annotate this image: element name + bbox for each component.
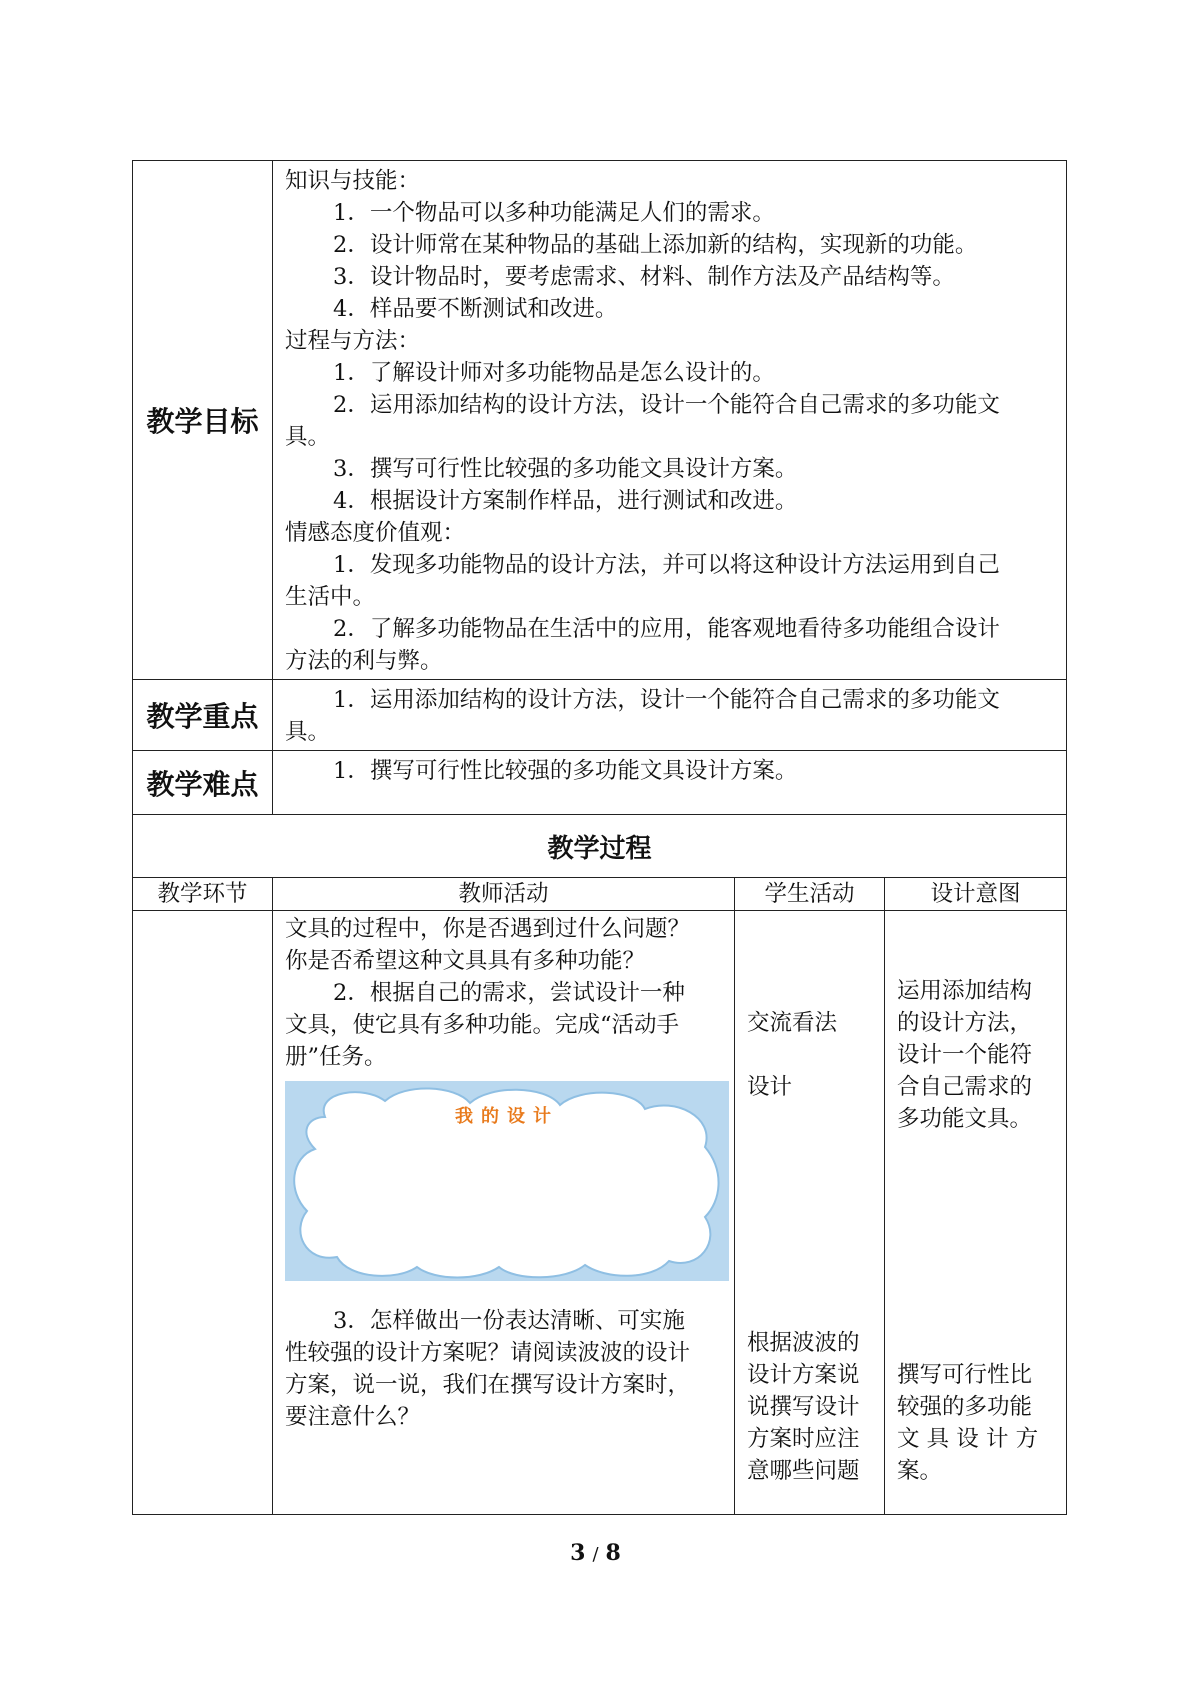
key-point-line: 1．运用添加结构的设计方法，设计一个能符合自己需求的多功能文 — [333, 687, 1000, 713]
process-body-row — [133, 911, 1067, 1515]
intent-line: 较强的多功能 — [897, 1394, 1033, 1420]
objective-line: 1．发现多功能物品的设计方法，并可以将这种设计方法运用到自己 — [333, 552, 1000, 578]
intent-line: 的设计方法， — [897, 1010, 1033, 1036]
student-line: 方案时应注 — [747, 1426, 860, 1452]
objective-line: 2．设计师常在某种物品的基础上添加新的结构，实现新的功能。 — [333, 232, 978, 258]
key-point-line: 具。 — [285, 719, 331, 745]
page-separator: / — [592, 1544, 599, 1565]
objective-line: 情感态度价值观： — [285, 520, 466, 546]
student-line: 设计方案说 — [747, 1362, 860, 1388]
objectives-row — [133, 161, 1067, 680]
header-stage: 教学环节 — [133, 878, 273, 911]
objective-line: 过程与方法： — [285, 328, 421, 354]
key-points-label: 教学重点 — [133, 680, 273, 751]
teacher-activity-cell — [273, 911, 735, 1515]
objective-line: 生活中。 — [285, 584, 376, 610]
header-teacher: 教师活动 — [273, 878, 735, 911]
difficulties-row — [133, 751, 1067, 815]
stage-cell — [133, 911, 273, 1515]
objective-line: 4．根据设计方案制作样品，进行测试和改进。 — [333, 488, 798, 514]
process-title-row — [133, 815, 1067, 878]
student-line: 说撰写设计 — [747, 1394, 860, 1420]
header-student: 学生活动 — [735, 878, 885, 911]
student-line: 意哪些问题 — [747, 1458, 860, 1484]
lesson-plan-table — [132, 160, 1067, 1515]
difficulties-content — [273, 751, 1067, 815]
student-line: 设计 — [747, 1074, 793, 1100]
objective-line: 3．设计物品时，要考虑需求、材料、制作方法及产品结构等。 — [333, 264, 955, 290]
objectives-label: 教学目标 — [133, 161, 273, 680]
objective-line: 具。 — [285, 424, 331, 450]
student-activity-cell — [735, 911, 885, 1515]
teacher-line: 你是否希望这种文具具有多种功能？ — [285, 948, 646, 974]
key-points-row — [133, 680, 1067, 751]
teacher-line: 性较强的设计方案呢？请阅读波波的设计 — [285, 1340, 691, 1366]
header-intent: 设计意图 — [885, 878, 1067, 911]
difficulty-line: 1．撰写可行性比较强的多功能文具设计方案。 — [333, 758, 798, 784]
student-line: 根据波波的 — [747, 1330, 860, 1356]
my-design-cloud-image — [285, 1081, 729, 1281]
objective-line: 方法的利与弊。 — [285, 648, 443, 674]
process-title: 教学过程 — [133, 815, 1067, 878]
teacher-line: 文具，使它具有多种功能。完成“活动手 — [285, 1012, 680, 1038]
difficulties-label: 教学难点 — [133, 751, 273, 815]
teacher-line: 册”任务。 — [285, 1044, 387, 1070]
teacher-line: 2．根据自己的需求，尝试设计一种 — [333, 980, 685, 1006]
intent-line: 文 具 设 计 方 — [897, 1426, 1039, 1452]
objectives-content — [273, 161, 1067, 680]
page-current: 3 — [570, 1540, 586, 1566]
intent-line: 设计一个能符 — [897, 1042, 1033, 1068]
design-intent-cell — [885, 911, 1067, 1515]
teacher-line: 3．怎样做出一份表达清晰、可实施 — [333, 1308, 685, 1334]
design-box-title: 我的设计 — [455, 1106, 559, 1127]
process-header-row — [133, 878, 1067, 911]
teacher-line: 要注意什么？ — [285, 1404, 421, 1430]
objective-line: 2．了解多功能物品在生活中的应用，能客观地看待多功能组合设计 — [333, 616, 1000, 642]
page-total: 8 — [605, 1540, 621, 1566]
teacher-line: 方案，说一说，我们在撰写设计方案时， — [285, 1372, 691, 1398]
intent-line: 合自己需求的 — [897, 1074, 1033, 1100]
objective-line: 知识与技能： — [285, 168, 421, 194]
intent-line: 运用添加结构 — [897, 978, 1033, 1004]
objective-line: 1．了解设计师对多功能物品是怎么设计的。 — [333, 360, 775, 386]
page-number — [0, 1540, 1191, 1566]
objective-line: 4．样品要不断测试和改进。 — [333, 296, 618, 322]
teacher-line: 文具的过程中，你是否遇到过什么问题？ — [285, 916, 691, 942]
objective-line: 2．运用添加结构的设计方法，设计一个能符合自己需求的多功能文 — [333, 392, 1000, 418]
student-line: 交流看法 — [747, 1010, 838, 1036]
objective-line: 3．撰写可行性比较强的多功能文具设计方案。 — [333, 456, 798, 482]
intent-line: 案。 — [897, 1458, 943, 1484]
objective-line: 1．一个物品可以多种功能满足人们的需求。 — [333, 200, 775, 226]
key-points-content — [273, 680, 1067, 751]
intent-line: 多功能文具。 — [897, 1106, 1033, 1132]
intent-line: 撰写可行性比 — [897, 1362, 1033, 1388]
